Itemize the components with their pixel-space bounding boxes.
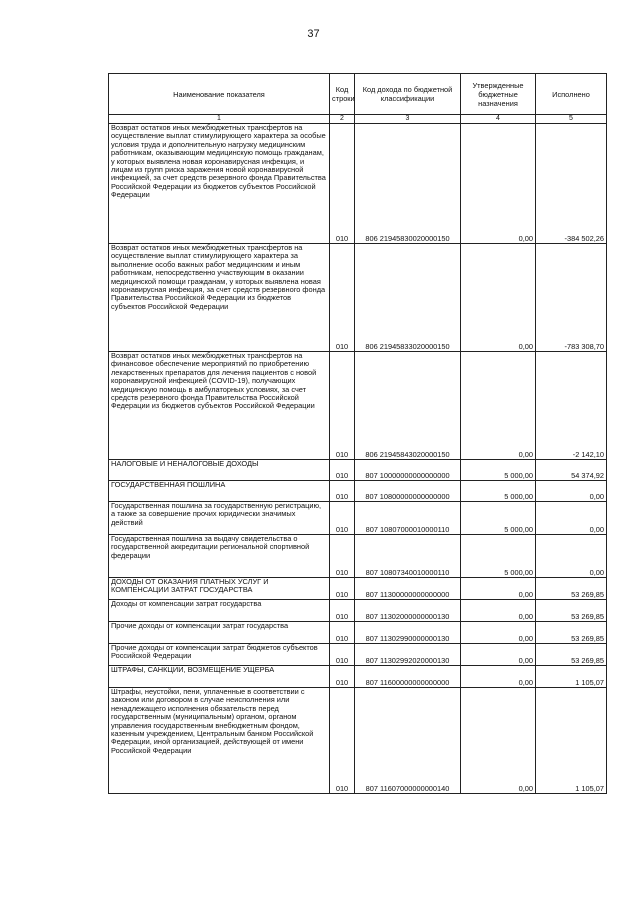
row-executed: 0,00 — [536, 502, 607, 535]
row-name: Возврат остатков иных межбюджетных трансфертов на осуществление выплат стимулирующего характера за выполнение особо важных работ медицинским и иным работникам, непосредственно участвующим в оказании медицинской помощи гражданам, у которых выявлена новая коронавирусная инфекция, за счет средств резервного фонда Правительства Российской Федерации из бюджетов субъектов Российской Федерации — [109, 244, 330, 352]
row-kbk: 806 21945830020000150 — [355, 124, 461, 244]
row-kbk: 807 11302000000000130 — [355, 600, 461, 622]
row-code: 010 — [330, 600, 355, 622]
row-executed: -384 502,26 — [536, 124, 607, 244]
row-code: 010 — [330, 688, 355, 794]
row-approved: 5 000,00 — [461, 481, 536, 502]
row-code: 010 — [330, 244, 355, 352]
row-name: ШТРАФЫ, САНКЦИИ, ВОЗМЕЩЕНИЕ УЩЕРБА — [109, 666, 330, 688]
row-kbk: 807 11600000000000000 — [355, 666, 461, 688]
row-kbk: 807 11302990000000130 — [355, 622, 461, 644]
col-number: 3 — [355, 115, 461, 124]
row-kbk: 807 11300000000000000 — [355, 578, 461, 600]
row-executed: 53 269,85 — [536, 600, 607, 622]
row-name: НАЛОГОВЫЕ И НЕНАЛОГОВЫЕ ДОХОДЫ — [109, 460, 330, 481]
table-row — [109, 600, 607, 622]
header-code: Код строки — [330, 74, 355, 115]
table-row — [109, 124, 607, 244]
header-name: Наименование показателя — [109, 74, 330, 115]
row-name: Доходы от компенсации затрат государства — [109, 600, 330, 622]
row-approved: 0,00 — [461, 578, 536, 600]
row-kbk: 806 21945843020000150 — [355, 352, 461, 460]
row-kbk: 807 11302992020000130 — [355, 644, 461, 666]
col-number: 4 — [461, 115, 536, 124]
table-row — [109, 644, 607, 666]
revenue-table — [108, 73, 607, 794]
row-kbk: 807 10807000010000110 — [355, 502, 461, 535]
header-approved: Утвержденные бюджетные назначения — [461, 74, 536, 115]
row-code: 010 — [330, 644, 355, 666]
row-executed: 1 105,07 — [536, 666, 607, 688]
row-executed: -2 142,10 — [536, 352, 607, 460]
table-header-row — [109, 74, 607, 115]
row-approved: 0,00 — [461, 666, 536, 688]
row-executed: 54 374,92 — [536, 460, 607, 481]
row-kbk: 807 10807340010000110 — [355, 535, 461, 578]
row-approved: 0,00 — [461, 644, 536, 666]
row-name: Штрафы, неустойки, пени, уплаченные в соответствии с законом или договором в случае неисполнения или ненадлежащего исполнения обязательств перед государственным (муниципальным) органом, органом управления государственным внебюджетным фондом, казенным учреждением, Центральным банком Российской Федерации, иной организацией, действующей от имени Российской Федерации — [109, 688, 330, 794]
table-row — [109, 352, 607, 460]
row-name: Возврат остатков иных межбюджетных трансфертов на осуществление выплат стимулирующего характера за особые условия труда и дополнительную нагрузку медицинским работникам, оказывающим медицинскую помощь гражданам, у которых выявлена новая коронавирусная инфекция, и лицам из групп риска заражения новой коронавирусной инфекцией, за счет средств резервного фонда Правительства Российской Федерации из бюджетов субъектов Российской Федерации — [109, 124, 330, 244]
row-executed: 0,00 — [536, 535, 607, 578]
row-code: 010 — [330, 481, 355, 502]
table-row — [109, 481, 607, 502]
row-code: 010 — [330, 666, 355, 688]
row-executed: 53 269,85 — [536, 622, 607, 644]
table-row — [109, 502, 607, 535]
row-approved: 0,00 — [461, 688, 536, 794]
col-number: 5 — [536, 115, 607, 124]
row-code: 010 — [330, 124, 355, 244]
row-name: Государственная пошлина за государственную регистрацию, а также за совершение прочих юридически значимых действий — [109, 502, 330, 535]
row-executed: 53 269,85 — [536, 644, 607, 666]
table-row — [109, 622, 607, 644]
row-executed: 1 105,07 — [536, 688, 607, 794]
row-code: 010 — [330, 578, 355, 600]
row-approved: 0,00 — [461, 244, 536, 352]
row-code: 010 — [330, 535, 355, 578]
header-kbk: Код дохода по бюджетной классификации — [355, 74, 461, 115]
row-name: Государственная пошлина за выдачу свидетельства о государственной аккредитации региональной спортивной федерации — [109, 535, 330, 578]
row-approved: 5 000,00 — [461, 535, 536, 578]
row-kbk: 807 10000000000000000 — [355, 460, 461, 481]
table-row — [109, 578, 607, 600]
row-executed: 0,00 — [536, 481, 607, 502]
row-name: ГОСУДАРСТВЕННАЯ ПОШЛИНА — [109, 481, 330, 502]
table-row — [109, 244, 607, 352]
table-row — [109, 535, 607, 578]
row-name: Прочие доходы от компенсации затрат государства — [109, 622, 330, 644]
row-kbk: 807 10800000000000000 — [355, 481, 461, 502]
row-approved: 5 000,00 — [461, 502, 536, 535]
col-number: 2 — [330, 115, 355, 124]
row-approved: 0,00 — [461, 622, 536, 644]
table-row — [109, 460, 607, 481]
header-executed: Исполнено — [536, 74, 607, 115]
row-name: ДОХОДЫ ОТ ОКАЗАНИЯ ПЛАТНЫХ УСЛУГ И КОМПЕНСАЦИИ ЗАТРАТ ГОСУДАРСТВА — [109, 578, 330, 600]
row-executed: -783 308,70 — [536, 244, 607, 352]
row-kbk: 807 11607000000000140 — [355, 688, 461, 794]
table-row — [109, 688, 607, 794]
row-approved: 0,00 — [461, 352, 536, 460]
row-name: Возврат остатков иных межбюджетных трансфертов на финансовое обеспечение мероприятий по приобретению лекарственных препаратов для лечения пациентов с новой коронавирусной инфекцией (COVID-19), получающих медицинскую помощь в амбулаторных условиях, за счет средств резервного фонда Правительства Российской Федерации из бюджетов субъектов Российской Федерации — [109, 352, 330, 460]
page-number: 37 — [307, 28, 320, 40]
row-code: 010 — [330, 352, 355, 460]
row-code: 010 — [330, 502, 355, 535]
row-code: 010 — [330, 460, 355, 481]
row-kbk: 806 21945833020000150 — [355, 244, 461, 352]
table-row — [109, 666, 607, 688]
row-approved: 0,00 — [461, 124, 536, 244]
col-number: 1 — [109, 115, 330, 124]
row-approved: 5 000,00 — [461, 460, 536, 481]
row-code: 010 — [330, 622, 355, 644]
row-approved: 0,00 — [461, 600, 536, 622]
row-name: Прочие доходы от компенсации затрат бюджетов субъектов Российской Федерации — [109, 644, 330, 666]
row-executed: 53 269,85 — [536, 578, 607, 600]
